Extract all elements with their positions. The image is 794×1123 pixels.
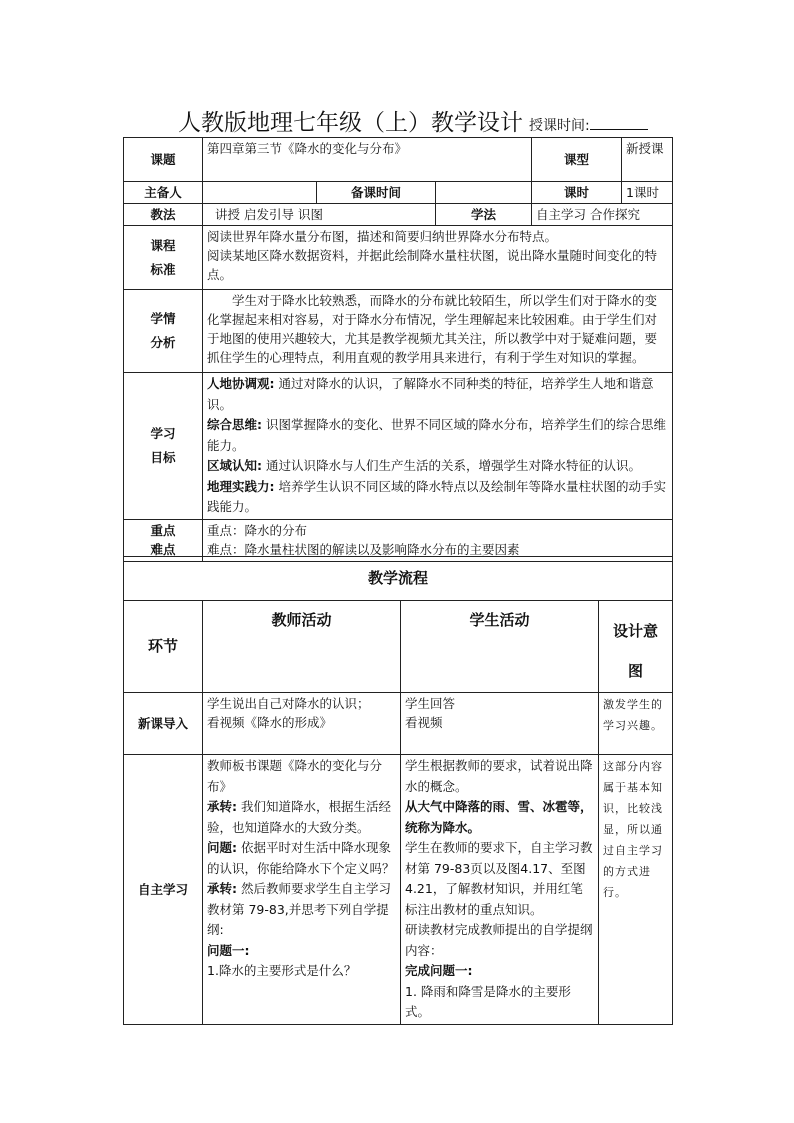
teacher-line: [207, 797, 396, 838]
goal-key: 区域认知:: [207, 458, 262, 473]
method-value: 讲授 启发引导 识图: [203, 204, 436, 226]
col-student-header: 学生活动: [401, 601, 599, 693]
goal-item: [207, 415, 668, 456]
teacher-key: 承转:: [207, 799, 237, 814]
intro-student: [401, 693, 599, 755]
self-study-student: [401, 755, 599, 1025]
self-study-teacher: [203, 755, 401, 1025]
intro-intent: 激发学生的学习兴趣。: [599, 693, 673, 755]
student-line: [405, 961, 594, 982]
goals-label: [124, 373, 203, 520]
teacher-text: 我们知道降水，根据生活经验，也知道降水的大致分类。: [207, 799, 391, 835]
standard-line-2: 阅读某地区降水数据资料，并据此绘制降水量柱状图，说出降水量随时间变化的特点。: [207, 248, 658, 282]
topic-value: 第四章第三节《降水的变化与分布》: [203, 138, 532, 182]
goal-value: 培养学生认识不同区域的降水特点以及绘制年等降水量柱状图的动手实践能力。: [207, 478, 666, 514]
intro-teacher-line: 学生说出自己对降水的认识；: [207, 696, 370, 711]
prep-time-value: [436, 182, 532, 204]
col-stage-header: 环节: [124, 601, 203, 693]
teacher-key: 承转:: [207, 881, 237, 896]
teacher-text: 然后教师要求学生自主学习教材第 79-83,并思考下列自学提纲:: [207, 881, 391, 937]
difficulty-line: 难点：降水量柱状图的解读以及影响降水分布的主要因素: [207, 541, 520, 557]
goals-label-1: 学习: [150, 425, 176, 441]
goal-key: 人地协调观:: [207, 376, 275, 391]
student-line: [405, 838, 594, 920]
intro-teacher-line: 看视频《降水的形成》: [207, 715, 333, 730]
topic-label: 课题: [124, 138, 203, 182]
goal-key: 地理实践力:: [207, 478, 275, 494]
col-intent-header: [599, 601, 673, 693]
standard-label-1: 课程: [150, 237, 176, 253]
col-intent-line-1: 设计意: [613, 622, 659, 640]
type-label: 课型: [532, 138, 622, 182]
key-points-label-1: 重点: [150, 523, 176, 538]
goal-item: [207, 477, 668, 518]
teacher-text: 教师板书课题《降水的变化与分布》: [207, 758, 383, 794]
study-method-label: 学法: [436, 204, 532, 226]
analysis-label: [124, 290, 203, 373]
class-time-blank: [590, 115, 648, 130]
teacher-text: 依据平时对生活中降水现象的认识，你能给降水下个定义吗？: [207, 840, 395, 876]
student-line: [405, 920, 594, 961]
standard-label: [124, 226, 203, 290]
goals-label-2: 目标: [150, 449, 176, 465]
document-title: [178, 104, 648, 137]
goal-value: 通过认识降水与人们生产生活的关系，增强学生对降水特征的认识。: [262, 458, 641, 473]
intro-student-line: 学生回答: [405, 696, 456, 711]
method-label: 教法: [124, 204, 203, 226]
standard-label-2: 标准: [150, 261, 176, 277]
teacher-line: [207, 879, 396, 941]
standard-line-1: 阅读世界年降水量分布图，描述和简要归纳世界降水分布特点。: [207, 229, 558, 244]
goal-value: 识图掌握降水的变化、世界不同区域的降水分布，培养学生们的综合思维能力。: [207, 417, 666, 453]
student-line: [405, 756, 594, 797]
intro-student-line: 看视频: [405, 715, 443, 730]
teacher-line: [207, 756, 396, 797]
key-points-label: [124, 519, 203, 561]
preparer-value: [203, 182, 317, 204]
type-value: 新授课: [622, 138, 673, 182]
analysis-label-1: 学情: [150, 311, 176, 326]
self-study-stage: 自主学习: [124, 755, 203, 1025]
key-points-content: [203, 519, 673, 561]
student-key: 完成问题一:: [405, 963, 473, 978]
teacher-key: 问题一:: [207, 942, 250, 958]
teacher-line: [207, 961, 396, 982]
hours-value: 1课时: [622, 182, 673, 204]
flow-title: 教学流程: [124, 557, 673, 601]
intro-teacher: [203, 693, 401, 755]
lesson-info-table: [123, 137, 673, 562]
analysis-label-2: 分析: [150, 335, 176, 350]
key-point-line: 重点：降水的分布: [207, 522, 308, 538]
teacher-key: 问题:: [207, 840, 237, 855]
student-text: 学生在教师的要求下，自主学习教材第 79-83页以及图4.17、至图 4.21，了解教材知识，并用红笔标注出教材的重点知识。: [405, 840, 593, 917]
analysis-text: 学生对于降水比较熟悉，而降水的分布就比较陌生，所以学生们对于降水的变化掌握起来相对容易，对于降水分布情况，学生理解起来比较困难。由于学生们对于地图的使用兴趣较大，尤其是教学视频尤其关注，所以教学中对于疑难问题，要抓住学生的心理特点，利用直观的教学用具来进行，有利于学生对知识的掌握。: [207, 293, 658, 365]
student-line: [405, 797, 594, 838]
student-text: 研读教材完成教师提出的自学提纲内容：: [405, 922, 593, 958]
goal-value: 通过对降水的认识，了解降水不同种类的特征，培养学生人地和谐意识。: [207, 376, 654, 412]
student-text: 1. 降雨和降雪是降水的主要形式。: [405, 983, 571, 1019]
analysis-content: [203, 290, 673, 373]
study-method-value: 自主学习 合作探究: [532, 204, 673, 226]
key-points-label-2: 难点: [150, 542, 176, 557]
self-study-intent: 这部分内容属于基本知识，比较浅显，所以通过自主学习的方式进行。: [599, 755, 673, 1025]
title-text: 人教版地理七年级（上）教学设计: [178, 110, 523, 136]
teaching-flow-table: [123, 556, 673, 1025]
preparer-label: 主备人: [124, 182, 203, 204]
teacher-line: [207, 941, 396, 962]
goal-key: 综合思维:: [207, 417, 262, 432]
goal-item: [207, 456, 668, 477]
student-line: [405, 982, 594, 1023]
standard-content: [203, 226, 673, 290]
goals-content: [203, 373, 673, 520]
intro-stage: 新课导入: [124, 693, 203, 755]
teacher-line: [207, 838, 396, 879]
hours-label: 课时: [532, 182, 622, 204]
student-key: 从大气中降落的雨、雪、冰雹等，统称为降水。: [405, 799, 593, 835]
student-text: 学生根据教师的要求，试着说出降水的概念。: [405, 758, 593, 794]
col-intent-line-2: 图: [628, 662, 644, 680]
goal-item: [207, 374, 668, 415]
class-time-label: 授课时间:: [529, 118, 590, 134]
prep-time-label: 备课时间: [317, 182, 436, 204]
teacher-text: 1.降水的主要形式是什么？: [207, 963, 357, 978]
col-teacher-header: 教师活动: [203, 601, 401, 693]
